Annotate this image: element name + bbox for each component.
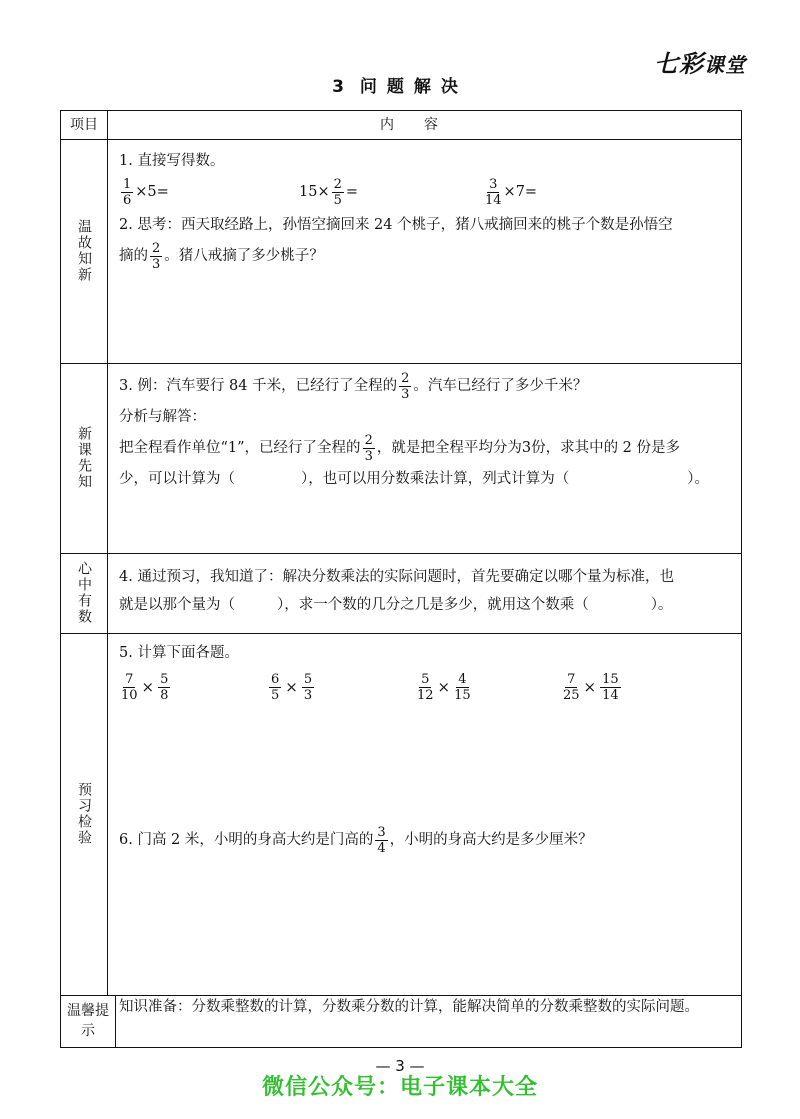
title-text: 问题解决 xyxy=(359,77,468,97)
section-label: 预习检验 xyxy=(61,633,108,995)
expression: $\frac{1}{6}$ ×5= xyxy=(123,176,169,208)
expression: $\frac{7}{10}$ × $\frac{5}{8}$ xyxy=(121,671,169,703)
section-check xyxy=(61,633,741,996)
analysis-line2: 少，可以计算为（ ），也可以用分数乘法计算，列式计算为（ ）。 xyxy=(119,471,709,487)
expression: $\frac{7}{25}$ × $\frac{15}{14}$ xyxy=(563,671,619,703)
question-1-expressions xyxy=(119,175,731,209)
page-title xyxy=(0,72,800,97)
question-4-line2: 就是以那个量为（ ），求一个数的几分之几是多少，就用这个数乘（ ）。 xyxy=(119,597,673,613)
expression: $\frac{5}{12}$ × $\frac{4}{15}$ xyxy=(417,671,471,703)
question-2-line1: 2. 思考：西天取经路上，孙悟空摘回来 24 个桃子，猪八戒摘回来的桃子个数是孙悟空 xyxy=(119,217,673,233)
expression: $\frac{3}{14}$ ×7= xyxy=(485,176,538,208)
question-6: 6. 门高 2 米，小明的身高大约是门高的 $\frac{3}{4}$ ，小明的身高大约是多少厘米？ xyxy=(119,824,593,856)
section-content xyxy=(107,553,741,633)
page-number: — 3 — xyxy=(375,1057,425,1075)
analysis-heading: 分析与解答： xyxy=(119,409,206,425)
title-number: 3 xyxy=(332,77,346,97)
section-summary xyxy=(61,553,741,634)
section-content xyxy=(107,633,741,995)
watermark: 微信公众号：电子课本大全 xyxy=(261,1075,538,1100)
analysis-line1: 把全程看作单位“1”，已经行了全程的 $\frac{2}{3}$ ，就是把全程平均分为3份，求其中的 2 份是多 xyxy=(119,432,681,464)
worksheet-table xyxy=(60,110,742,1048)
table-header xyxy=(61,111,741,140)
header-item-label: 项目 xyxy=(61,111,108,139)
question-1: 1. 直接写得数。 xyxy=(119,153,225,169)
question-3: 3. 例：汽车要行 84 千米，已经行了全程的 $\frac{2}{3}$ 。汽车已经行了多少千米？ xyxy=(119,370,588,402)
section-content xyxy=(107,139,741,363)
section-content xyxy=(107,363,741,553)
section-label: 温故知新 xyxy=(61,139,108,363)
section-new-lesson xyxy=(61,363,741,554)
header-content-label: 内容 xyxy=(380,117,468,133)
question-5-expressions xyxy=(119,667,731,707)
question-2-line2: 摘的 $\frac{2}{3}$ 。猪八戒摘了多少桃子？ xyxy=(119,240,324,272)
expression: $\frac{6}{5}$ × $\frac{5}{3}$ xyxy=(271,671,313,703)
section-label: 温馨提示 xyxy=(61,995,116,1047)
question-4-line1: 4. 通过预习，我知道了：解决分数乘法的实际问题时，首先要确定以哪个量为标准，也 xyxy=(119,569,674,585)
section-label: 新课先知 xyxy=(61,363,108,553)
tips-text: 知识准备：分数乘整数的计算，分数乘分数的计算，能解决简单的分数乘整数的实际问题。 xyxy=(119,999,699,1015)
section-review xyxy=(61,139,741,364)
publisher-logo: 七彩课堂 xyxy=(654,50,746,78)
question-5: 5. 计算下面各题。 xyxy=(119,645,239,661)
expression: 15× $\frac{2}{5}$ = xyxy=(299,176,359,208)
section-tips xyxy=(61,995,741,1047)
section-label: 心中有数 xyxy=(61,553,108,633)
